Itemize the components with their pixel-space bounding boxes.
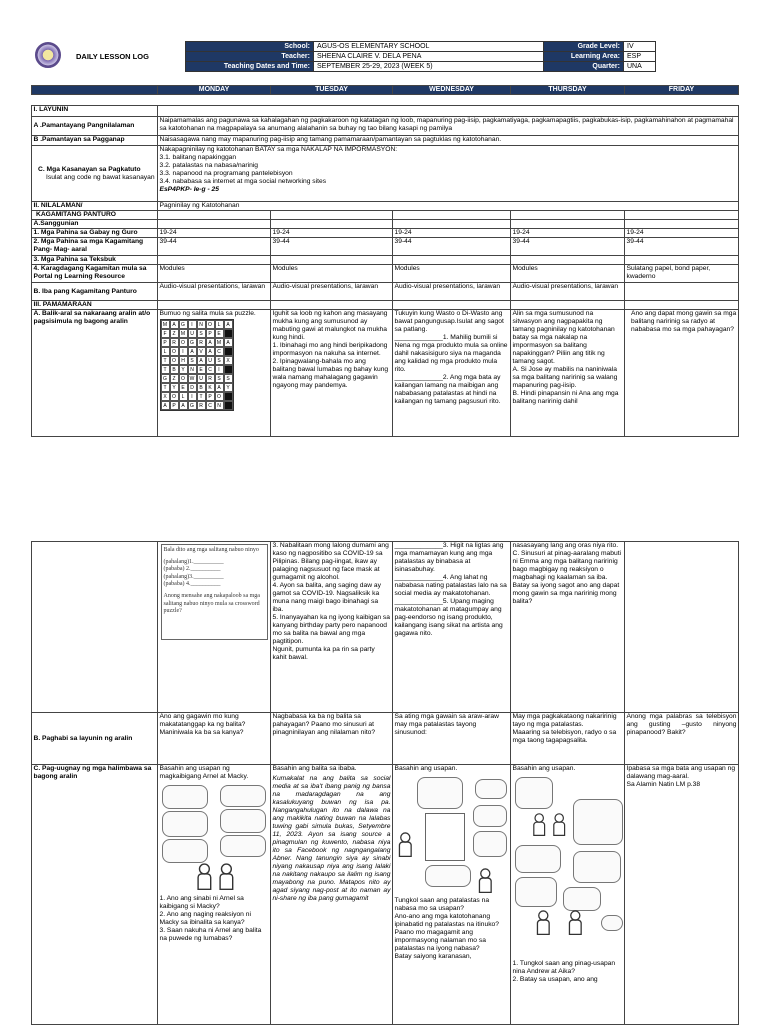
puzzle-cell xyxy=(224,347,233,356)
worksheet-blank: (pahalang)1.__________ xyxy=(163,558,224,565)
speech-bubble xyxy=(563,887,601,911)
puzzle-cell: N xyxy=(215,401,224,410)
puzzle-cell: O xyxy=(170,347,179,356)
puzzle-cell: L xyxy=(215,320,224,329)
puzzle-cell: O xyxy=(179,374,188,383)
puzzle-cell: Z xyxy=(170,329,179,338)
balik-aral-thu: Alin sa mga sumusunod na sitwasyon ang nagpapakita ng tamang pagninilay ng katotohanan batay sa mga nakalap na impormasyon sa balitang napakinggan? Piliin ang titik ng tamang sagot. A. Si Jose ay mabilis na naniniwala sa mga balitang naririnig sa walang mapanuring pag-iisip. B. Hindi pinapansin ni Ana ang mga balitang naririnig dahil xyxy=(511,310,625,437)
grade-label: Grade Level: xyxy=(544,42,624,52)
puzzle-cell: V xyxy=(197,347,206,356)
puzzle-cell: X xyxy=(161,392,170,401)
puzzle-cell: K xyxy=(206,383,215,392)
puzzle-cell: L xyxy=(161,347,170,356)
puzzle-cell: I xyxy=(188,320,197,329)
pamamaraan-heading: III. PAMAMARAAN xyxy=(32,301,158,310)
karagdagan-wed: Modules xyxy=(393,265,511,283)
iba-label: B. Iba pang Kagamitang Panturo xyxy=(32,283,158,301)
child-figure-icon xyxy=(196,863,210,888)
puzzle-cell: P xyxy=(206,392,215,401)
puzzle-cell: S xyxy=(188,356,197,365)
puzzle-cell: E xyxy=(215,329,224,338)
puzzle-cell xyxy=(224,401,233,410)
kagamitang-mag-label: 2. Mga Pahina sa mga Kagamitang Pang- Mag- aaral xyxy=(32,238,158,256)
iba-fri xyxy=(625,283,739,301)
doc-title: DAILY LESSON LOG xyxy=(76,52,149,61)
puzzle-cell: A xyxy=(179,401,188,410)
puzzle-cell: C xyxy=(215,347,224,356)
nilalaman-text: Pagninilay ng Katotohanan xyxy=(158,202,739,211)
uugnay-wed-top: Basahin ang usapan. xyxy=(394,765,458,772)
worksheet-intro: Bala dito ang mga salitang nabuo ninyo xyxy=(163,547,259,553)
puzzle-cell: A xyxy=(224,320,233,329)
puzzle-cell: O xyxy=(170,392,179,401)
child-figure-icon xyxy=(535,910,548,933)
uugnay-label: C. Pag-uugnay ng mga halimbawa sa bagong aralin xyxy=(32,765,158,1025)
puzzle-cell: M xyxy=(161,320,170,329)
karagdagan-label: 4. Karagdagang Kagamitan mula sa Portal ng Learning Resource xyxy=(32,265,158,283)
puzzle-cell: O xyxy=(179,338,188,347)
speech-bubble xyxy=(162,811,208,837)
puzzle-cell: P xyxy=(206,329,215,338)
puzzle-cell xyxy=(224,329,233,338)
worksheet-blank: (pababa) 2.__________ xyxy=(163,566,221,573)
uugnay-tue-news: Kumakalat na ang balita sa social media at sa iba't ibang panig ng bansa na madaragdagan na ang kasalukuyang buwan ng isa pa. Nangangahulugan ito na dalawa na ang makikita nating buwan na lalabas tuwing gabi simula bukas, Setyembre 11, 2023. Ayon sa isang source a pinagmulan ng kuwento, nabasa niya ito sa Facebook ng nagngangalang Abner. Nang tanungin siya ay sinabi niyang nakausap niya ang isang lalaki na nakitang nakaupo sa ilalim ng isang mayabong na puno. Matapos nito ay agad siyang nag-post at ito naman ay ni-share ng iba pang gumagamit xyxy=(272,775,391,902)
paghabi-tue: Nagbabasa ka ba ng balita sa pahayagan? Paano mo sinusuri at pinagninilayan ang nilalaman nito? xyxy=(271,713,393,765)
advertisement-poster xyxy=(425,813,465,861)
paghabi-mon: Ano ang gagawin mo kung makatatanggap ka ng balita? Maniniwala ka ba sa kanya? xyxy=(158,713,271,765)
pagganap-text: Naisasagawa nang may mapanuring pag-iisip ang tamang pamamaraan/pamantayan sa pagtuklas ng katotohanan. xyxy=(158,136,739,146)
puzzle-cell: A xyxy=(206,347,215,356)
karagdagan-fri: Sulatang papel, bond paper, kwaderno xyxy=(625,265,739,283)
puzzle-cell: M xyxy=(179,329,188,338)
iba-tue: Audio-visual presentations, larawan xyxy=(271,283,393,301)
puzzle-cell: H xyxy=(179,356,188,365)
balik-aral-fri: Ano ang dapat mong gawin sa mga balitang naririnig sa radyo at nababasa mo sa mga pahayagan? xyxy=(625,310,739,437)
paghabi-fri: Anong mga palabras sa telebisyon ang gusting –gusto ninyong pinapanood? Bakit? xyxy=(625,713,739,765)
puzzle-cell: U xyxy=(188,329,197,338)
puzzle-cell: B xyxy=(197,383,206,392)
quarter-label: Quarter: xyxy=(544,62,624,72)
worksheet-question: Anong mensahe ang nakapaloob sa mga salitang nabuo ninyo mula sa crossword puzzle? xyxy=(163,592,260,615)
kasanayan-line: 3.1. balitang napakinggan xyxy=(159,154,237,161)
uugnay-mon-top: Basahin ang usapan ng magkaibigang Arnel at Macky. xyxy=(159,765,249,780)
puzzle-cell: I xyxy=(188,392,197,401)
gabay-guro-mon: 19-24 xyxy=(158,229,271,238)
dialogue-illustration-1 xyxy=(160,783,269,895)
layunin-heading: I. LAYUNIN xyxy=(32,106,158,117)
iba-wed: Audio-visual presentations, larawan xyxy=(393,283,511,301)
gabay-guro-tue: 19-24 xyxy=(271,229,393,238)
puzzle-instruction: Bumuo ng salita mula sa puzzle. xyxy=(159,310,256,317)
speech-bubble xyxy=(220,835,266,857)
puzzle-cell: X xyxy=(224,356,233,365)
karagdagan-thu: Modules xyxy=(511,265,625,283)
school-value: AGUS-OS ELEMENTARY SCHOOL xyxy=(314,42,544,52)
gabay-guro-fri: 19-24 xyxy=(625,229,739,238)
cont-label-cell xyxy=(32,542,158,713)
puzzle-cell: R xyxy=(197,338,206,347)
cont-tue: 3. Nabalitaan mong lalong dumami ang kaso ng nagpositibo sa COVID-19 sa Pilipinas. Bilang pag-iingat, ikaw ay palaging nagsusuot ng face mask at gumagamit ng alcohol. 4. Ayon sa balita, ang saging daw ay gamot sa COVID-19. Nagsaliksik ka muna nang maigi bago ibinahagi sa iba. 5. Inanyayahan ka ng iyong kaibigan sa kanyang birthday party pero napanood mo sa balita na bawal ang mga pagtitipon. Ngunit, pumunta ka pa rin sa party kahit bawal. xyxy=(271,542,393,713)
puzzle-cell: G xyxy=(188,338,197,347)
pamantayang-text: Naipamamalas ang pagunawa sa kahalagahan ng pagkakaroon ng katatagan ng loob, mapanuring pag-iisip, pagkamatiyaga, pagkamapagtiis, pagkabukas-isip, pagkamahinahon at pagmamahal sa katotohanan na magpapalaya sa anumang alalahanin sa buhay ng tao bilang kasapi ng pamilya xyxy=(158,117,739,136)
uugnay-thu xyxy=(511,765,625,1025)
dialogue-illustration-2 xyxy=(395,775,509,897)
puzzle-cell: C xyxy=(206,365,215,374)
kasanayan-code: EsP4PKP- Ie-g - 25 xyxy=(159,186,219,193)
puzzle-cell: I xyxy=(179,347,188,356)
grade-value: IV xyxy=(624,42,656,52)
worksheet-box xyxy=(161,544,268,640)
puzzle-cell: F xyxy=(161,329,170,338)
puzzle-cell: O xyxy=(170,356,179,365)
speech-bubble xyxy=(515,845,561,873)
kasanayan-sub: Isulat ang code ng bawat kasanayan xyxy=(46,173,155,181)
iba-thu: Audio-visual presentations, larawan xyxy=(511,283,625,301)
speech-bubble xyxy=(220,809,266,833)
pamantayang-label: A .Pamantayang Pangnilalaman xyxy=(32,117,158,136)
puzzle-cell: Y xyxy=(224,383,233,392)
puzzle-cell: G xyxy=(161,374,170,383)
worksheet-blank: (pababa) 4.__________ xyxy=(163,581,221,588)
cont-thu: nasasayang lang ang oras niya rito. C. Sinusuri at pinag-aaralang mabuti ni Emma ang mga balitang naririnig bago magbigay ng reaksiyon o magbahagi ng kaalaman sa iba. Batay sa iyong sagot ano ang dapat mong gawin sa mga naririnig mong balita? xyxy=(511,542,625,713)
kagamitang-mag-fri: 39-44 xyxy=(625,238,739,256)
kagamitang-mag-tue: 39-44 xyxy=(271,238,393,256)
gabay-guro-wed: 19-24 xyxy=(393,229,511,238)
uugnay-tue xyxy=(271,765,393,1025)
dialogue-illustration-3 xyxy=(513,775,623,960)
gabay-guro-label: 1. Mga Pahina sa Gabay ng Guro xyxy=(32,229,158,238)
puzzle-cell: C xyxy=(206,401,215,410)
puzzle-cell: G xyxy=(179,320,188,329)
header-info-table xyxy=(185,41,656,72)
child-figure-icon xyxy=(532,813,544,835)
lesson-table-page2 xyxy=(31,541,739,1025)
worksheet-blank: (pahalang)3.__________ xyxy=(163,573,224,580)
uugnay-mon xyxy=(158,765,271,1025)
child-figure-icon xyxy=(218,863,232,888)
speech-bubble xyxy=(425,865,471,887)
quarter-value: UNA xyxy=(624,62,656,72)
balik-aral-mon xyxy=(158,310,271,437)
teacher-value: SHEENA CLAIRE V. DELA PENA xyxy=(314,52,544,62)
speech-bubble xyxy=(573,851,621,883)
gabay-guro-thu: 19-24 xyxy=(511,229,625,238)
speech-bubble xyxy=(515,777,553,809)
puzzle-cell: P xyxy=(170,401,179,410)
nilalaman-label: II. NILALAMAN/ xyxy=(32,202,158,211)
speech-bubble xyxy=(475,779,507,799)
puzzle-cell: R xyxy=(170,338,179,347)
karagdagan-mon: Modules xyxy=(158,265,271,283)
deped-seal-icon xyxy=(35,42,61,68)
puzzle-cell: E xyxy=(197,365,206,374)
day-monday: MONDAY xyxy=(158,86,271,95)
area-label: Learning Area: xyxy=(544,52,624,62)
puzzle-cell: O xyxy=(215,392,224,401)
speech-bubble xyxy=(473,805,507,827)
uugnay-fri: Ipabasa sa mga bata ang usapan ng dalawang mag-aaral. Sa Alamin Natin LM p.38 xyxy=(625,765,739,1025)
uugnay-tue-top: Basahin ang balita sa ibaba. xyxy=(272,765,357,772)
teacher-label: Teacher: xyxy=(186,52,314,62)
dates-value: SEPTEMBER 25-29, 2023 (WEEK 5) xyxy=(314,62,544,72)
puzzle-cell: S xyxy=(215,374,224,383)
puzzle-cell: N xyxy=(188,365,197,374)
iba-mon: Audio-visual presentations, larawan xyxy=(158,283,271,301)
kasanayan-label-cell xyxy=(32,146,158,202)
corner-cell xyxy=(32,86,158,95)
kasanayan-content xyxy=(158,146,739,202)
puzzle-cell: R xyxy=(206,374,215,383)
uugnay-wed-questions: Tungkol saan ang patalastas na nabasa mo sa usapan? Ano-ano ang mga katotohanang ipinabatid ng patalastas na itinuko? Paano mo magagamit ang impormasyong nalaman mo sa patalastas na iyong nabasa? Batay saiyong karanasan, xyxy=(394,897,499,960)
cont-mon xyxy=(158,542,271,713)
speech-bubble xyxy=(162,785,208,809)
uugnay-thu-top: Basahin ang usapan. xyxy=(512,765,576,772)
puzzle-cell: T xyxy=(161,356,170,365)
puzzle-cell xyxy=(224,365,233,374)
puzzle-cell: A xyxy=(188,347,197,356)
child-figure-icon xyxy=(397,832,410,855)
karagdagan-tue: Modules xyxy=(271,265,393,283)
day-wednesday: WEDNESDAY xyxy=(393,86,511,95)
puzzle-cell: R xyxy=(197,401,206,410)
balik-aral-label: A. Balik-aral sa nakaraang aralin at/o pagsisimula ng bagong aralin xyxy=(32,310,158,437)
balik-aral-tue: Iguhit sa loob ng kahon ang masayang mukha kung ang sumusunod ay mabuting gawi at malungkot na mukha kung hindi. 1. Ibinahagi mo ang hindi beripikadong impormasyon na nakuha sa internet. 2. Ipinagwalang-bahala mo ang balitang bawal lumabas ng bahay kung wala namang mahalagang gagawin ngayong may pandemya. xyxy=(271,310,393,437)
puzzle-cell: U xyxy=(197,374,206,383)
puzzle-cell: Z xyxy=(170,374,179,383)
crossword-puzzle xyxy=(160,319,234,411)
puzzle-cell: I xyxy=(215,365,224,374)
lesson-table-page1 xyxy=(31,85,739,437)
speech-bubble xyxy=(601,915,623,931)
kasanayan-line: 3.3. napanood na programang pantelebisyon xyxy=(159,170,293,177)
paghabi-label: B. Paghabi sa layunin ng aralin xyxy=(32,713,158,765)
speech-bubble xyxy=(162,839,208,863)
puzzle-cell: P xyxy=(161,338,170,347)
kasanayan-label: C. Mga Kasanayan sa Pagkatuto xyxy=(38,165,141,173)
puzzle-cell xyxy=(224,392,233,401)
puzzle-cell: N xyxy=(197,320,206,329)
puzzle-cell: O xyxy=(206,320,215,329)
puzzle-cell: Y xyxy=(179,365,188,374)
kagamitang-mag-wed: 39-44 xyxy=(393,238,511,256)
uugnay-thu-questions: 1. Tungkol saan ang pinag-usapan nina Andrew at Aika? 2. Batay sa usapan, ano ang xyxy=(512,960,616,983)
speech-bubble xyxy=(573,799,623,845)
day-thursday: THURSDAY xyxy=(511,86,625,95)
puzzle-cell: W xyxy=(188,374,197,383)
kasanayan-line: 3.2. patalastas na nabasa/narinig xyxy=(159,162,259,169)
dates-label: Teaching Dates and Time: xyxy=(186,62,314,72)
day-friday: FRIDAY xyxy=(625,86,739,95)
sanggunian-heading: A.Sanggunian xyxy=(32,220,158,229)
balik-aral-wed: Tukuyin kung Wasto o Di-Wasto ang bawat pangungusap.Isulat ang sagot sa patlang. _____________1. Mahilig bumili si Nena ng mga produkto mula sa online dahil nakasisiguro siya na maganda ang kalidad ng mga produkto mula rito. _____________2. Ang mga bata ay kailangan lamang na maibigan ang nababasang patalastas at hindi na kailangan ng tamang pagsusuri rito. xyxy=(393,310,511,437)
child-figure-icon xyxy=(477,868,490,891)
puzzle-cell: A xyxy=(215,383,224,392)
kasanayan-line: 3.4. nababasa sa internet at mga social networking sites xyxy=(159,178,327,185)
cont-fri xyxy=(625,542,739,713)
puzzle-cell: T xyxy=(197,392,206,401)
cont-wed: _____________3. Higit na ligtas ang mga mamamayan kung ang mga patalastas ay binabasa at isinasabuhay. _____________4. Ang lahat ng nababasa nating patalastas lalo na sa social media ay makatotohanan. _____________5. Upang maging makatotohanan at matagumpay ang pag-eendorso ng isang produkto, kailangang isang sikat na artista ang gagawa nito. xyxy=(393,542,511,713)
puzzle-cell: E xyxy=(179,383,188,392)
puzzle-cell: M xyxy=(215,338,224,347)
puzzle-cell: A xyxy=(197,356,206,365)
puzzle-cell: A xyxy=(161,401,170,410)
child-figure-icon xyxy=(552,813,564,835)
puzzle-cell: T xyxy=(161,365,170,374)
puzzle-cell: T xyxy=(161,383,170,392)
puzzle-cell: B xyxy=(170,365,179,374)
puzzle-cell: G xyxy=(188,401,197,410)
uugnay-mon-questions: 1. Ano ang sinabi ni Arnel sa kaibigang si Macky? 2. Ano ang naging reaksiyon ni Macky sa ibinalita sa kanya? 3. Saan nakuha ni Arnel ang balita na puwede ng lumabas? xyxy=(159,895,262,942)
kasanayan-line: Nakapagninilay ng katotohanan BATAY sa mga NAKALAP NA IMPORMASYON: xyxy=(159,146,398,153)
speech-bubble xyxy=(473,831,507,857)
puzzle-cell: Y xyxy=(170,383,179,392)
pagganap-label: B .Pamantayan sa Pagganap xyxy=(32,136,158,146)
puzzle-cell: S xyxy=(224,374,233,383)
puzzle-cell: D xyxy=(188,383,197,392)
school-label: School: xyxy=(186,42,314,52)
puzzle-cell: A xyxy=(224,338,233,347)
teksbuk-label: 3. Mga Pahina sa Teksbuk xyxy=(32,256,158,265)
kagamitang-mag-mon: 39-44 xyxy=(158,238,271,256)
puzzle-cell: A xyxy=(170,320,179,329)
day-tuesday: TUESDAY xyxy=(271,86,393,95)
speech-bubble xyxy=(220,785,266,807)
paghabi-wed: Sa ating mga gawain sa araw-araw may mga patalastas tayong sinusunod: xyxy=(393,713,511,765)
puzzle-cell: U xyxy=(206,356,215,365)
speech-bubble xyxy=(515,877,557,907)
speech-bubble xyxy=(417,777,463,809)
paghabi-thu: May mga pagkakataong nakaririnig tayo ng mga patalastas. Maaaring sa telebisyon, radyo o sa mga taong tagapagsalita. xyxy=(511,713,625,765)
area-value: ESP xyxy=(624,52,656,62)
child-figure-icon xyxy=(567,910,580,933)
puzzle-cell: S xyxy=(215,356,224,365)
kagamitan-heading: KAGAMITANG PANTURO xyxy=(32,211,158,220)
puzzle-cell: L xyxy=(179,392,188,401)
puzzle-cell: A xyxy=(206,338,215,347)
puzzle-cell: S xyxy=(197,329,206,338)
uugnay-wed xyxy=(393,765,511,1025)
kagamitang-mag-thu: 39-44 xyxy=(511,238,625,256)
